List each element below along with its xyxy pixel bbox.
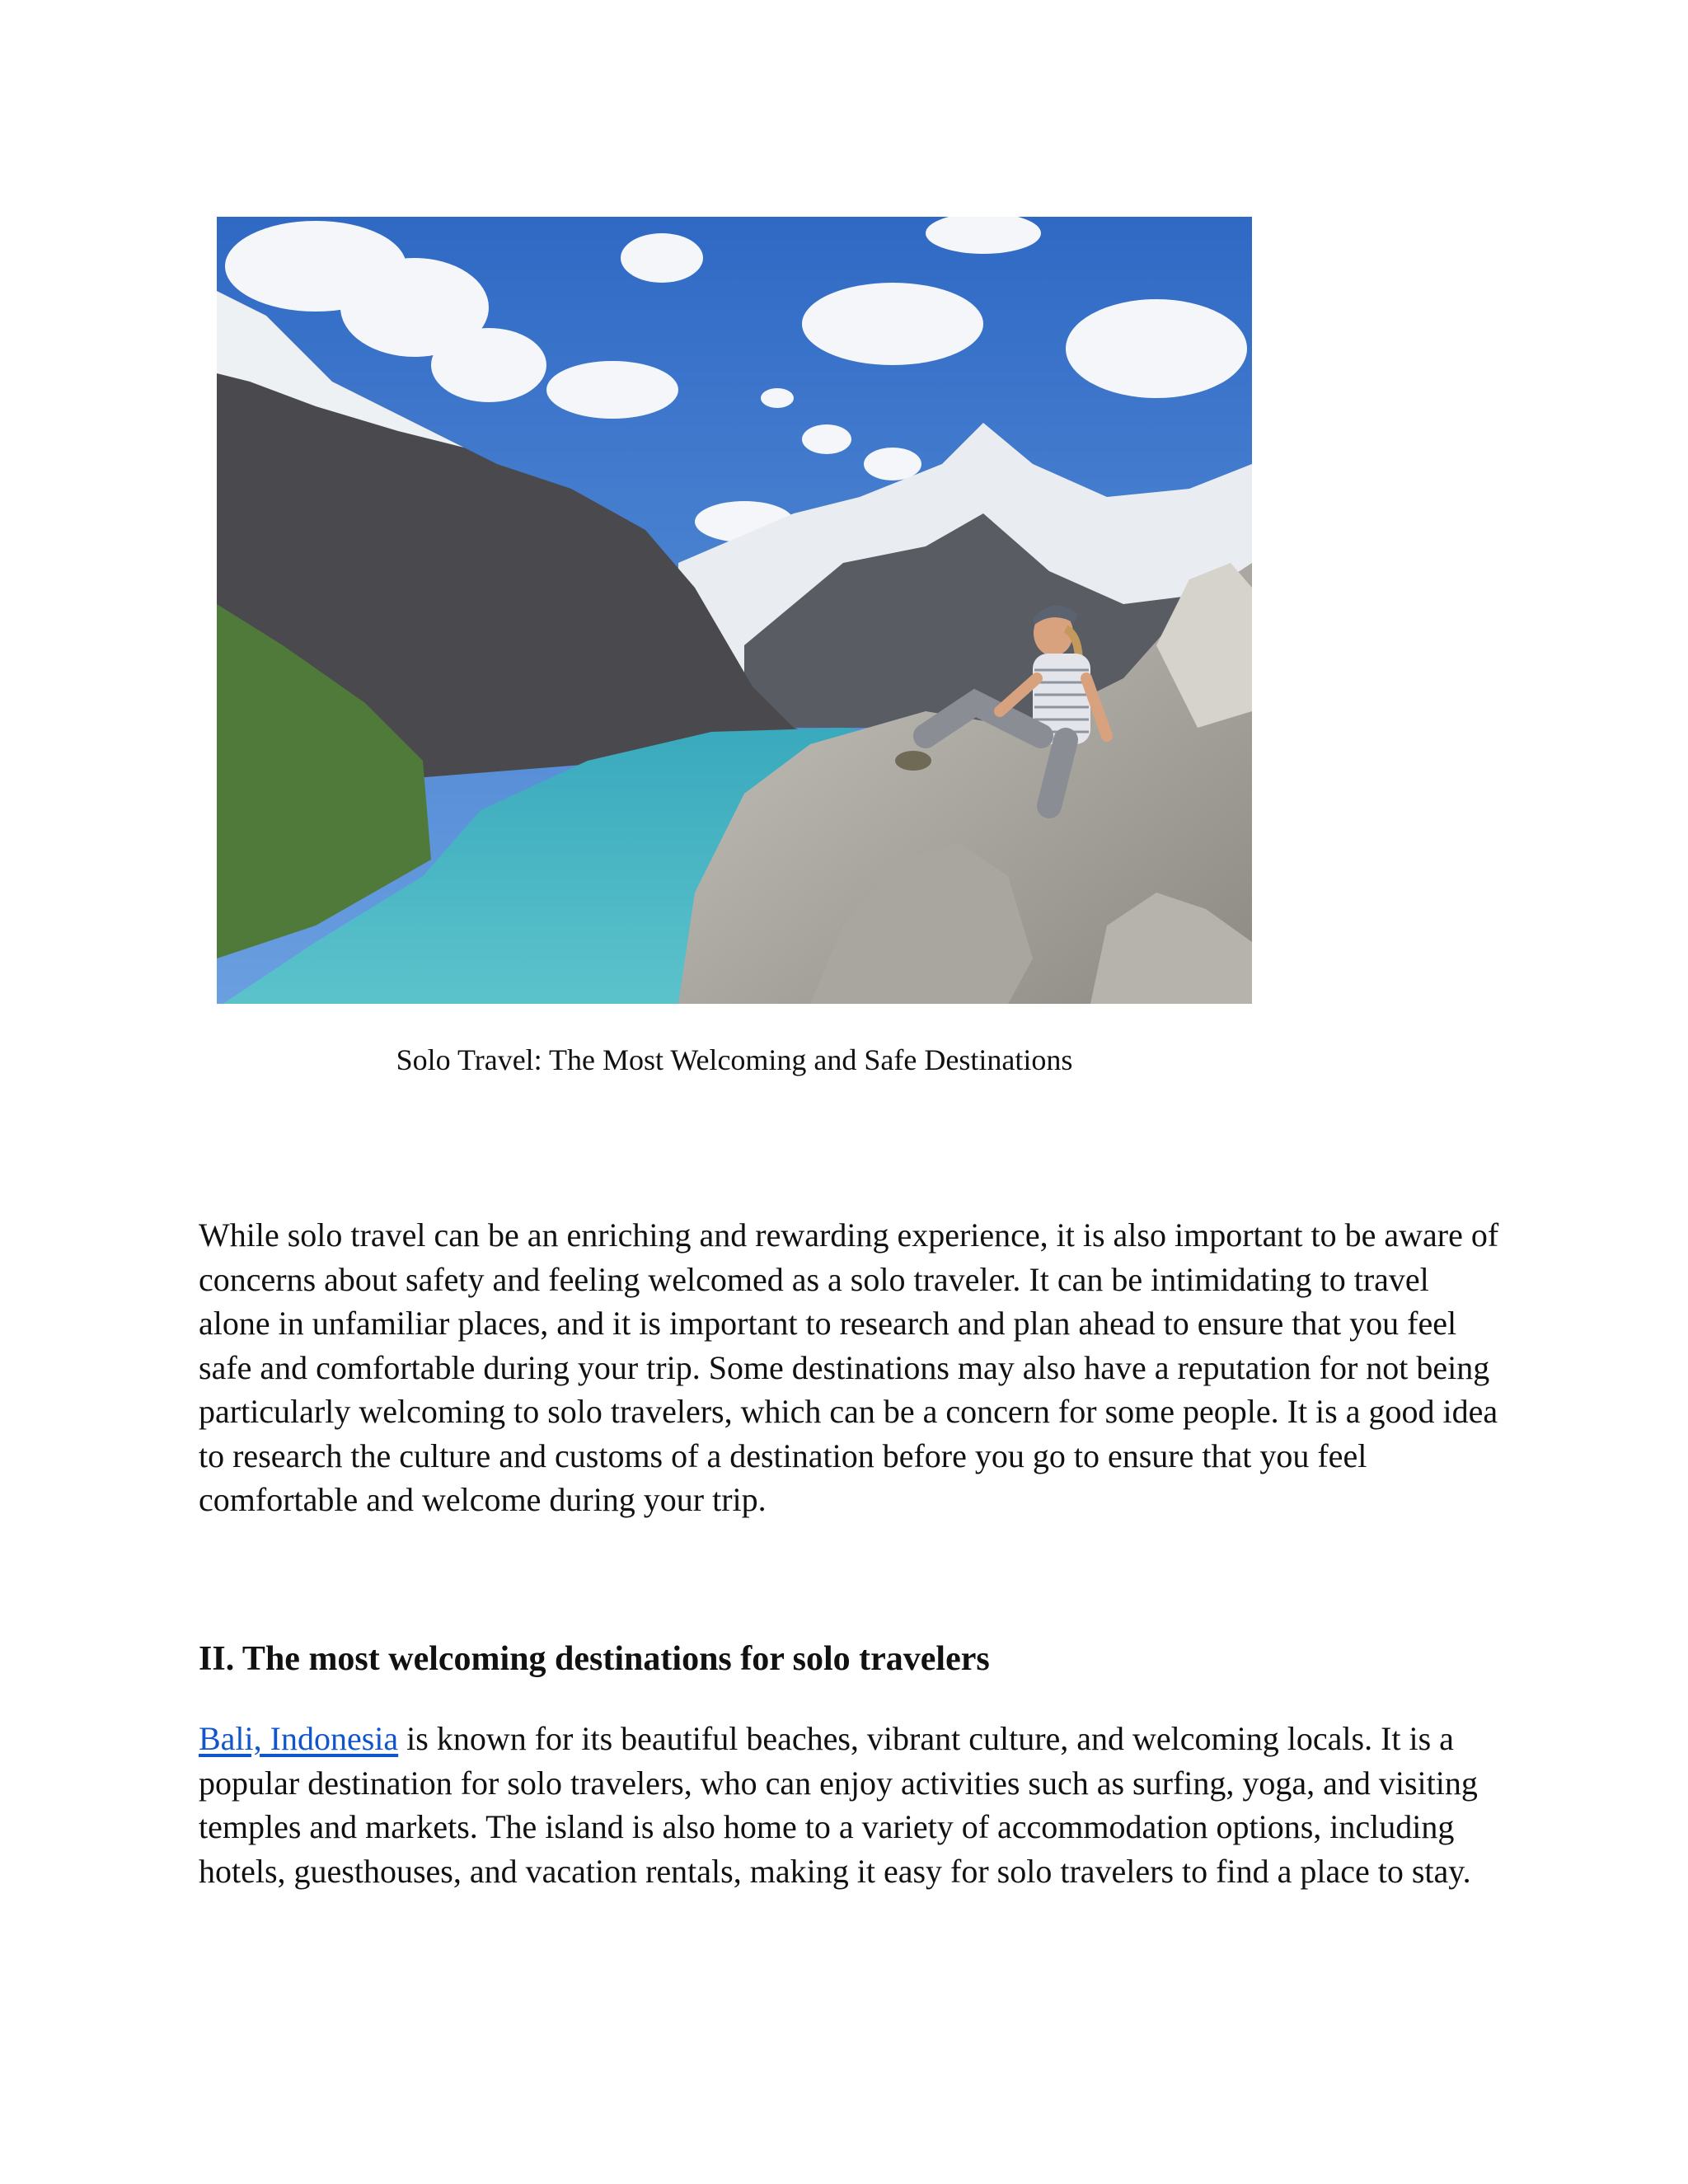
bali-indonesia-link[interactable]: Bali, Indonesia <box>199 1720 399 1757</box>
mountain-lake-photo <box>217 217 1252 1004</box>
bali-paragraph <box>199 1717 1501 1893</box>
mountain-lake-illustration <box>217 217 1252 1004</box>
image-caption: Solo Travel: The Most Welcoming and Safe Destinations <box>396 1043 1073 1076</box>
intro-paragraph: While solo travel can be an enriching and rewarding experience, it is also important to be aware of concerns about safety and feeling welcomed as a solo traveler. It can be intimidating to travel alone in unfamiliar places, and it is important to research and plan ahead to ensure that you feel safe and comfortable during your trip. Some destinations may also have a reputation for not being particularly welcoming to solo travelers, which can be a concern for some people. It is a good idea to research the culture and customs of a destination before you go to ensure that you feel comfortable and welcome during your trip. <box>199 1216 1499 1518</box>
bali-paragraph-body: is known for its beautiful beaches, vibrant culture, and welcoming locals. It is a popular destination for solo travelers, who can enjoy activities such as surfing, yoga, and visiting temples and markets. The island is also home to a variety of accommodation options, including hotels, guesthouses, and vacation rentals, making it easy for solo travelers to find a place to stay. <box>199 1720 1478 1890</box>
section-heading: II. The most welcoming destinations for solo travelers <box>199 1640 990 1678</box>
